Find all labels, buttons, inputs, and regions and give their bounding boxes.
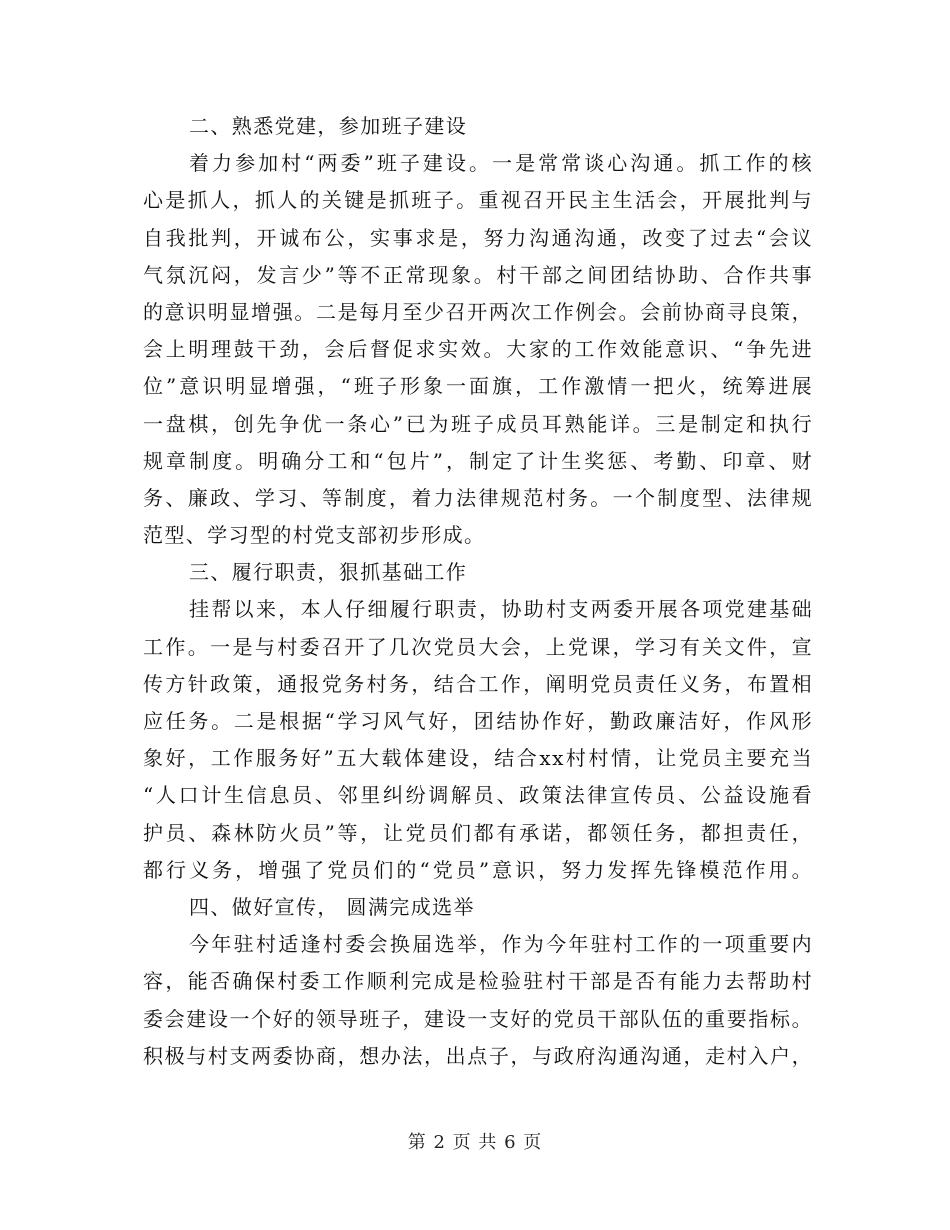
paragraph-line: 委会建设一个好的领导班子，建设一支好的党员干部队伍的重要指标。 xyxy=(143,1006,813,1031)
paragraph-line: 的意识明显增强。二是每月至少召开两次工作例会。会前协商寻良策， xyxy=(143,299,813,324)
document-body xyxy=(143,108,813,1075)
paragraph-line: 挂帮以来，本人仔细履行职责，协助村支两委开展各项党建基础 xyxy=(189,597,813,622)
paragraph-line: 会上明理鼓干劲，会后督促求实效。大家的工作效能意识、“争先进 xyxy=(143,337,813,362)
paragraph-line: 位”意识明显增强，“班子形象一面旗，工作激情一把火，统筹进展 xyxy=(143,374,813,399)
paragraph-line: 护员、森林防火员”等，让党员们都有承诺，都领任务，都担责任， xyxy=(143,820,813,845)
section-heading: 三、履行职责，狠抓基础工作 xyxy=(189,560,468,585)
paragraph-line: 容，能否确保村委工作顺利完成是检验驻村干部是否有能力去帮助村 xyxy=(143,969,813,994)
paragraph-line: 着力参加村“两委”班子建设。一是常常谈心沟通。抓工作的核 xyxy=(189,151,813,176)
paragraph-line: 都行义务，增强了党员们的“党员”意识，努力发挥先锋模范作用。 xyxy=(143,857,813,882)
paragraph-line: 务、廉政、学习、等制度，着力法律规范村务。一个制度型、法律规 xyxy=(143,485,813,510)
paragraph-line: 自我批判，开诚布公，实事求是，努力沟通沟通，改变了过去“会议 xyxy=(143,225,813,250)
section-heading: 四、做好宣传， 圆满完成选举 xyxy=(189,894,475,919)
paragraph-line: 规章制度。明确分工和“包片”，制定了计生奖惩、考勤、印章、财 xyxy=(143,448,813,473)
paragraph-line: 今年驻村适逢村委会换届选举，作为今年驻村工作的一项重要内 xyxy=(189,932,813,957)
paragraph-line: 工作。一是与村委召开了几次党员大会，上党课，学习有关文件，宣 xyxy=(143,634,813,659)
paragraph-line: 范型、学习型的村党支部初步形成。 xyxy=(143,523,486,548)
paragraph-line: 应任务。二是根据“学习风气好，团结协作好，勤政廉洁好，作风形 xyxy=(143,709,813,733)
paragraph-line: 心是抓人，抓人的关键是抓班子。重视召开民主生活会，开展批判与 xyxy=(143,188,813,213)
paragraph-line: 一盘棋，创先争优一条心”已为班子成员耳熟能详。三是制定和执行 xyxy=(143,411,813,436)
paragraph-line: 积极与村支两委协商，想办法，出点子，与政府沟通沟通，走村入户， xyxy=(143,1043,813,1068)
paragraph-line: “人口计生信息员、邻里纠纷调解员、政策法律宣传员、公益设施看 xyxy=(143,783,813,808)
paragraph-line: 传方针政策，通报党务村务，结合工作，阐明党员责任义务，布置相 xyxy=(143,671,813,696)
paragraph-line: 气氛沉闷，发言少”等不正常现象。村干部之间团结协助、合作共事 xyxy=(143,262,813,287)
section-heading: 二、熟悉党建，参加班子建设 xyxy=(189,114,468,138)
page-number-footer: 第 2 页 共 6 页 xyxy=(407,1132,543,1153)
paragraph-line: 象好，工作服务好”五大载体建设，结合xx村村情，让党员主要充当 xyxy=(143,746,813,771)
